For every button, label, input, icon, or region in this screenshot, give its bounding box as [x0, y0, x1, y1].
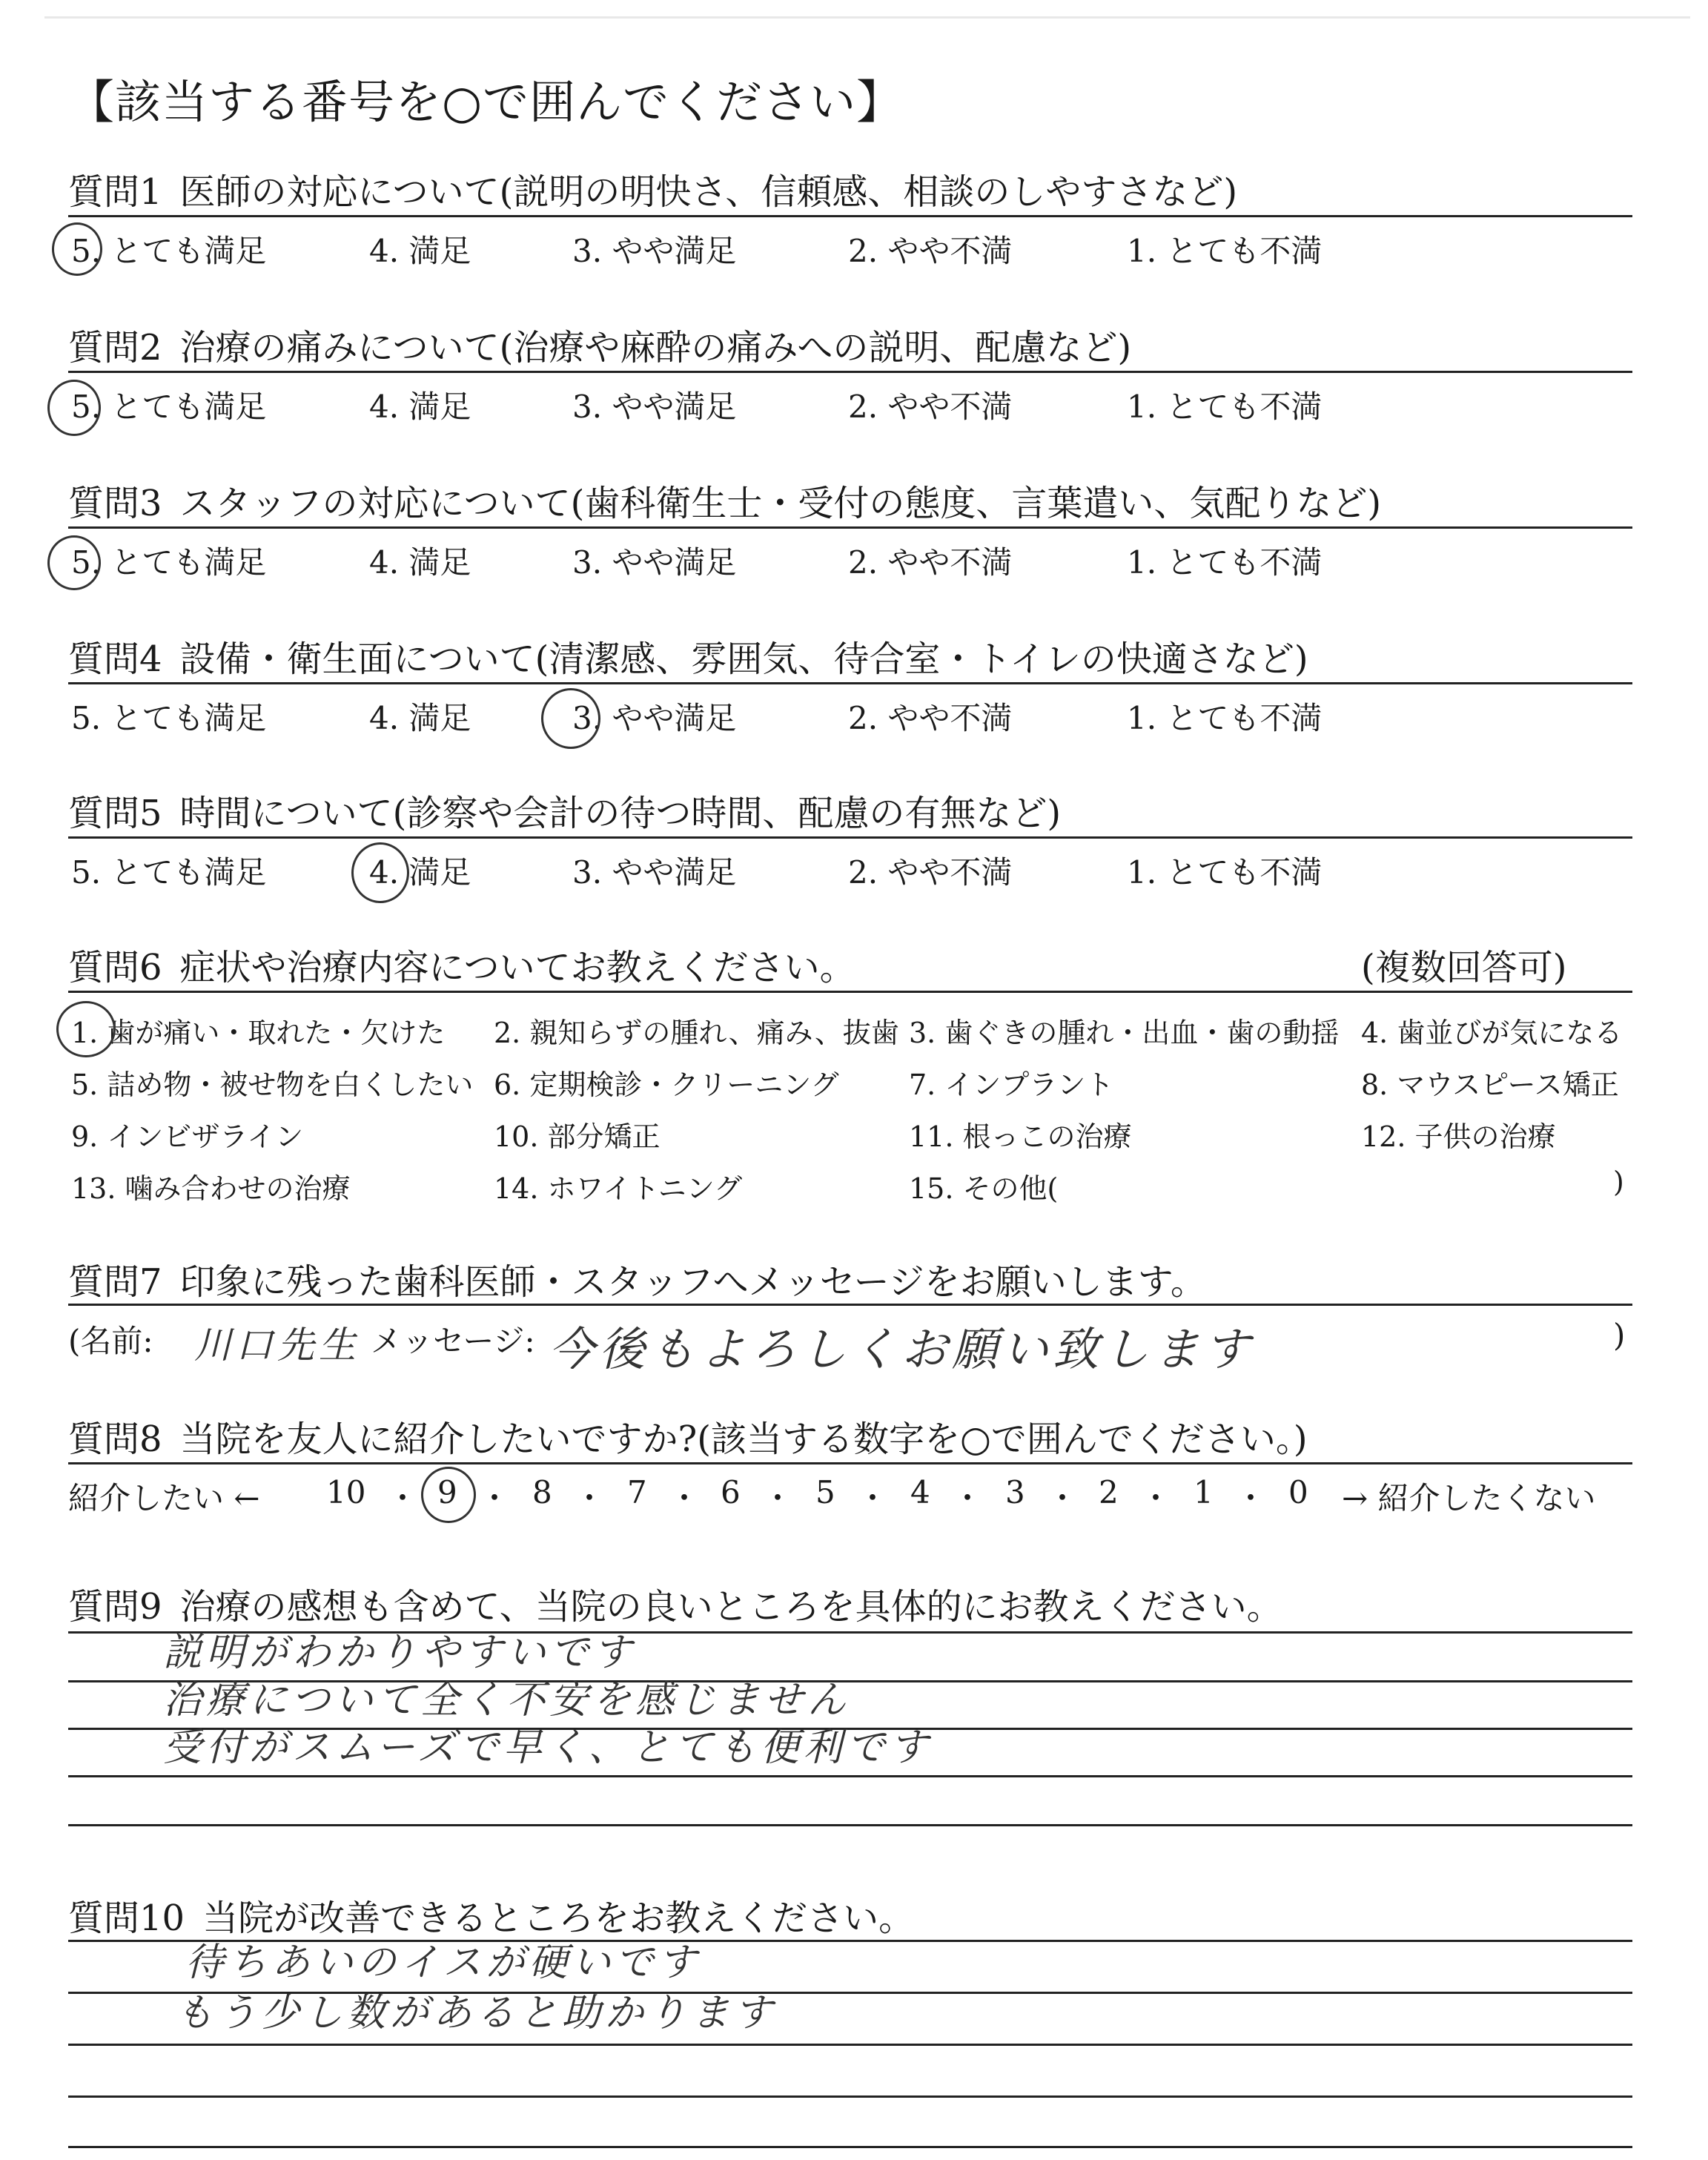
- question-number: 質問5: [68, 793, 162, 834]
- q2-selected-circle: [47, 380, 101, 436]
- scale-dot: ・: [857, 1480, 889, 1516]
- q9-answer-line-3[interactable]: 受付がスムーズで早く、とても便利です: [163, 1725, 933, 1770]
- question-6-rule: [68, 991, 1632, 993]
- q8-selected-circle: [421, 1467, 476, 1523]
- q2-option-5[interactable]: 5. とても満足: [71, 389, 267, 425]
- question-6-title: [68, 939, 855, 990]
- q9-answer-line-1[interactable]: 説明がわかりやすいです: [163, 1631, 637, 1675]
- q4-option-3[interactable]: 3. やや満足: [572, 700, 737, 736]
- scale-3[interactable]: 3: [1005, 1474, 1025, 1510]
- q3-option-2[interactable]: 2. やや不満: [848, 544, 1013, 581]
- q10-line-3: [68, 2044, 1632, 2046]
- q5-option-5[interactable]: 5. とても満足: [71, 854, 267, 891]
- question-text: 治療の痛みについて(治療や麻酔の痛みへの説明、配慮など): [179, 327, 1132, 369]
- question-text: スタッフの対応について(歯科衛生士・受付の態度、言葉遣い、気配りなど): [179, 483, 1382, 524]
- question-text: 医師の対応について(説明の明快さ、信頼感、相談のしやすさなど): [179, 171, 1238, 213]
- name-handwritten[interactable]: 川口先生: [194, 1324, 360, 1367]
- q1-option-4[interactable]: 4. 満足: [369, 233, 471, 269]
- q2-option-1[interactable]: 1. とても不満: [1127, 389, 1323, 425]
- q10-answer-line-2[interactable]: もう少し数があると助かります: [175, 1991, 778, 2035]
- scale-2[interactable]: 2: [1099, 1474, 1119, 1510]
- q4-option-1[interactable]: 1. とても不満: [1127, 700, 1323, 736]
- question-number: 質問6: [68, 947, 162, 988]
- q3-option-3[interactable]: 3. やや満足: [572, 544, 737, 581]
- q6-option-7[interactable]: 7. インプラント: [909, 1069, 1114, 1101]
- question-1-title: [68, 163, 1237, 214]
- scale-6[interactable]: 6: [721, 1474, 741, 1510]
- scale-dot: ・: [1140, 1480, 1172, 1516]
- question-7-title: [68, 1253, 1206, 1304]
- question-number: 質問4: [68, 638, 162, 680]
- question-text: 印象に残った歯科医師・スタッフへメッセージをお願いします。: [179, 1261, 1206, 1303]
- recommend-left-label: 紹介したい ←: [68, 1480, 260, 1516]
- q1-option-5[interactable]: 5. とても満足: [71, 233, 267, 269]
- scale-10[interactable]: 10: [326, 1474, 366, 1510]
- scale-9[interactable]: 9: [437, 1474, 457, 1510]
- question-8-rule: [68, 1462, 1632, 1464]
- q9-answer-line-2[interactable]: 治療について全く不安を感じません: [163, 1678, 850, 1723]
- question-4-title: [68, 630, 1308, 681]
- q10-answer-line-1[interactable]: 待ちあいのイスが硬いです: [185, 1941, 701, 1985]
- q5-selected-circle: [351, 842, 409, 903]
- question-3-title: [68, 475, 1381, 526]
- q6-option-6[interactable]: 6. 定期検診・クリーニング: [494, 1069, 839, 1101]
- q6-option-10[interactable]: 10. 部分矯正: [494, 1120, 661, 1153]
- q6-option-1[interactable]: 1. 歯が痛い・取れた・欠けた: [71, 1017, 446, 1049]
- q6-option-4[interactable]: 4. 歯並びが気になる: [1361, 1017, 1623, 1049]
- question-number: 質問1: [68, 171, 162, 213]
- q4-selected-circle: [541, 688, 600, 749]
- q5-option-4[interactable]: 4. 満足: [369, 854, 471, 891]
- scale-dot: ・: [952, 1480, 984, 1516]
- question-number: 質問10: [68, 1898, 185, 1939]
- question-2-rule: [68, 371, 1632, 373]
- name-label: (名前:: [68, 1323, 153, 1359]
- question-number: 質問2: [68, 327, 162, 369]
- question-number: 質問3: [68, 483, 162, 524]
- question-text: 症状や治療内容についてお教えください。: [179, 947, 855, 988]
- scale-5[interactable]: 5: [815, 1474, 835, 1510]
- question-text: 設備・衛生面について(清潔感、雰囲気、待合室・トイレの快適さなど): [179, 638, 1308, 680]
- top-border: [44, 16, 1690, 19]
- q6-option-8[interactable]: 8. マウスピース矯正: [1361, 1069, 1619, 1101]
- q4-option-5[interactable]: 5. とても満足: [71, 700, 267, 736]
- scale-dot: ・: [1235, 1480, 1267, 1516]
- question-number: 質問9: [68, 1586, 162, 1628]
- q6-option-14[interactable]: 14. ホワイトニング: [494, 1172, 743, 1205]
- question-3-rule: [68, 526, 1632, 529]
- scale-dot: ・: [574, 1480, 606, 1516]
- q3-option-5[interactable]: 5. とても満足: [71, 544, 267, 581]
- q5-option-3[interactable]: 3. やや満足: [572, 854, 737, 891]
- message-close-paren: ): [1613, 1317, 1626, 1353]
- message-handwritten[interactable]: 今後もよろしくお願い致します: [549, 1322, 1255, 1376]
- q6-option-3[interactable]: 3. 歯ぐきの腫れ・出血・歯の動揺: [909, 1017, 1340, 1049]
- q6-option-11[interactable]: 11. 根っこの治療: [909, 1120, 1132, 1153]
- q4-option-2[interactable]: 2. やや不満: [848, 700, 1013, 736]
- q6-option-9[interactable]: 9. インビザライン: [71, 1120, 304, 1153]
- question-5-title: [68, 785, 1061, 836]
- scale-dot: ・: [479, 1480, 511, 1516]
- scale-1[interactable]: 1: [1194, 1474, 1214, 1510]
- scale-0[interactable]: 0: [1288, 1474, 1308, 1510]
- question-4-rule: [68, 682, 1632, 684]
- multiple-answer-note: (複数回答可): [1361, 947, 1567, 988]
- q1-option-3[interactable]: 3. やや満足: [572, 233, 737, 269]
- recommend-right-label: → 紹介したくない: [1342, 1480, 1596, 1516]
- scale-4[interactable]: 4: [910, 1474, 930, 1510]
- q3-option-4[interactable]: 4. 満足: [369, 544, 471, 581]
- q1-selected-circle: [52, 222, 102, 276]
- q2-option-2[interactable]: 2. やや不満: [848, 389, 1013, 425]
- q2-option-4[interactable]: 4. 満足: [369, 389, 471, 425]
- q1-option-2[interactable]: 2. やや不満: [848, 233, 1013, 269]
- q6-option-12[interactable]: 12. 子供の治療: [1361, 1120, 1556, 1153]
- q4-option-4[interactable]: 4. 満足: [369, 700, 471, 736]
- scale-7[interactable]: 7: [627, 1474, 647, 1510]
- q6-selected-circle: [56, 1001, 116, 1057]
- q6-option-5[interactable]: 5. 詰め物・被せ物を白くしたい: [71, 1069, 474, 1101]
- scale-dot: ・: [387, 1480, 419, 1516]
- q9-line-4: [68, 1775, 1632, 1777]
- q10-line-4: [68, 2095, 1632, 2098]
- q5-option-2[interactable]: 2. やや不満: [848, 854, 1013, 891]
- question-2-title: [68, 319, 1131, 370]
- q5-option-1[interactable]: 1. とても不満: [1127, 854, 1323, 891]
- q2-option-3[interactable]: 3. やや満足: [572, 389, 737, 425]
- q6-other-close-paren: ): [1613, 1166, 1624, 1198]
- q6-option-2[interactable]: 2. 親知らずの腫れ、痛み、抜歯: [494, 1017, 899, 1049]
- question-text: 時間について(診察や会計の待つ時間、配慮の有無など): [179, 793, 1062, 834]
- question-8-title: [68, 1410, 1308, 1462]
- scale-dot: ・: [762, 1480, 794, 1516]
- q6-option-13[interactable]: 13. 噛み合わせの治療: [71, 1172, 351, 1205]
- instruction-header: 【該当する番号を○で囲んでください】: [68, 75, 904, 129]
- scale-8[interactable]: 8: [532, 1474, 552, 1510]
- q3-option-1[interactable]: 1. とても不満: [1127, 544, 1323, 581]
- q10-line-5: [68, 2146, 1632, 2148]
- message-label: メッセージ:: [371, 1323, 535, 1359]
- question-text: 当院が改善できるところをお教えください。: [202, 1898, 915, 1939]
- question-text: 治療の感想も含めて、当院の良いところを具体的にお教えください。: [179, 1586, 1282, 1628]
- q9-line-5: [68, 1824, 1632, 1826]
- q6-option-15[interactable]: 15. その他(: [909, 1172, 1059, 1205]
- q3-selected-circle: [47, 535, 101, 590]
- question-5-rule: [68, 836, 1632, 839]
- question-number: 質問8: [68, 1418, 162, 1460]
- scale-dot: ・: [669, 1480, 701, 1516]
- question-text: 当院を友人に紹介したいですか?(該当する数字を○で囲んでください。): [179, 1418, 1308, 1460]
- question-7-rule: [68, 1304, 1632, 1306]
- question-number: 質問7: [68, 1261, 162, 1303]
- scale-dot: ・: [1047, 1480, 1079, 1516]
- q1-option-1[interactable]: 1. とても不満: [1127, 233, 1323, 269]
- question-1-rule: [68, 215, 1632, 217]
